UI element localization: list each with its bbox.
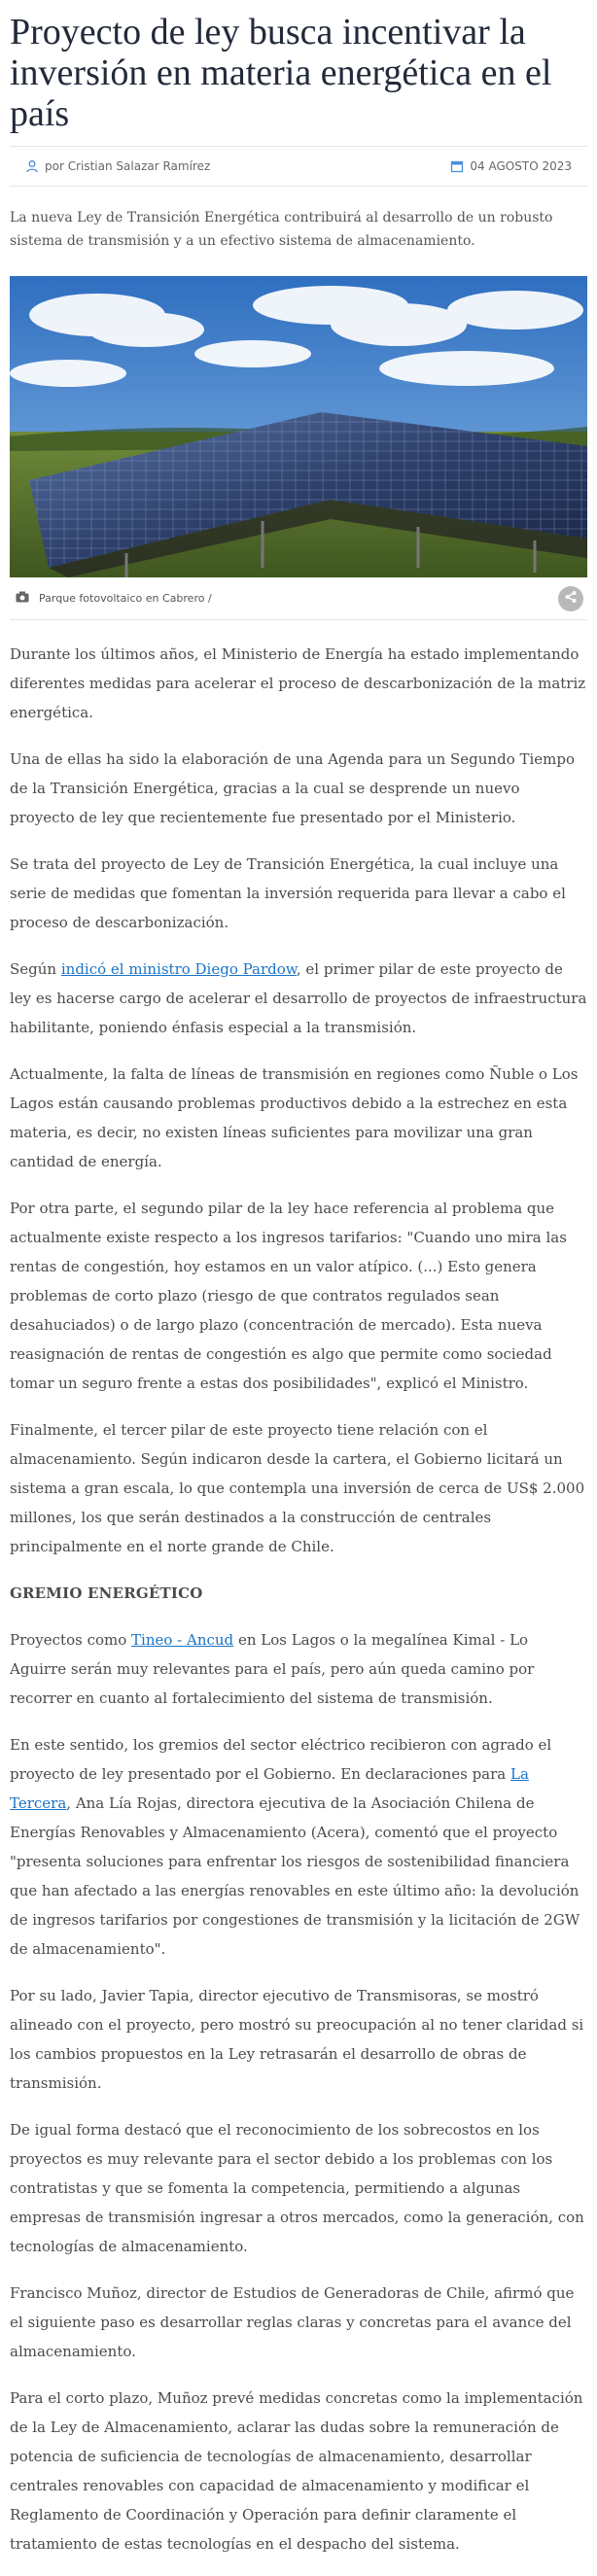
paragraph: Actualmente, la falta de líneas de transmisión en regiones como Ñuble o Los Lagos están causando problemas productivos debido a la estrechez en esta materia, es decir, no existen líneas suficientes para movilizar una gran cantidad de energía. xyxy=(10,1065,579,1170)
publish-date: 04 AGOSTO 2023 xyxy=(470,159,572,173)
article-title: Proyecto de ley busca incentivar la inversión en materia energética en el país xyxy=(10,12,552,134)
link-tineo-ancud[interactable]: Tineo - Ancud xyxy=(131,1631,234,1649)
paragraph: Durante los últimos años, el Ministerio de Energía ha estado implementando diferentes medidas para acelerar el proceso de descarbonización de la matriz energética. xyxy=(10,645,586,721)
article-body xyxy=(10,640,587,2559)
link-la-tercera[interactable]: La Tercera xyxy=(10,1765,529,1812)
image-caption-bar xyxy=(10,577,587,620)
share-icon xyxy=(564,590,578,607)
paragraph: Por otra parte, el segundo pilar de la ley hace referencia al problema que actualmente existe respecto a los ingresos tarifarios: "Cuando uno mira las rentas de congestión, hoy estamos en un valor atípico. (...) Esto genera problemas de corto plazo (riesgo de que contratos regulados sean desahuciados) o de largo plazo (concentración de mercado). Esta nueva reasignación de rentas de congestión es algo que permite como sociedad tomar un seguro frente a estas dos posibilidades", explicó el Ministro. xyxy=(10,1200,567,1392)
paragraph: Proyectos como Tineo - Ancud en Los Lagos o la megalínea Kimal - Lo Aguirre serán muy relevantes para el país, pero aún queda camino por recorrer en cuanto al fortalecimiento del sistema de transmisión. xyxy=(10,1631,535,1707)
link-ministro[interactable]: indicó el ministro Diego Pardow xyxy=(60,960,297,978)
paragraph: En este sentido, los gremios del sector eléctrico recibieron con agrado el proyecto de ley presentado por el Gobierno. En declaraciones para La Tercera, Ana Lía Rojas, directora ejecutiva de la Asociación Chilena de Energías Renovables y Almacenamiento (Acera), comentó que el proyecto "presenta soluciones para enfrentar los riesgos de sostenibilidad financiera que han afectado a las energías renovables en este último año: la devolución de ingresos tarifarios por congestiones de transmisión y la licitación de 2GW de almacenamiento". xyxy=(10,1736,580,1958)
paragraph: Por su lado, Javier Tapia, director ejecutivo de Transmisoras, se mostró alineado con el proyecto, pero mostró su preocupación al no tener claridad si los cambios propuestos en la Ley retrasarán el desarrollo de obras de transmisión. xyxy=(10,1987,584,2092)
paragraph: Francisco Muñoz, director de Estudios de Generadoras de Chile, afirmó que el siguiente paso es desarrollar reglas claras y concretas para el avance del almacenamiento. xyxy=(10,2284,575,2360)
camera-icon xyxy=(16,591,29,606)
author-name[interactable]: por Cristian Salazar Ramírez xyxy=(45,159,211,173)
paragraph: Una de ellas ha sido la elaboración de una Agenda para un Segundo Tiempo de la Transición Energética, gracias a la cual se desprende un nuevo proyecto de ley que recientemente fue presentado por el Ministerio. xyxy=(10,750,576,826)
caption-text: Parque fotovoltaico en Cabrero / xyxy=(39,592,212,605)
author-block xyxy=(25,159,210,173)
article-meta xyxy=(10,146,587,187)
article-image xyxy=(10,276,587,577)
paragraph: Se trata del proyecto de Ley de Transición Energética, la cual incluye una serie de medidas que fomentan la inversión requerida para llevar a cabo el proceso de descarbonización. xyxy=(10,855,566,931)
user-icon xyxy=(25,159,39,173)
date-block xyxy=(450,159,572,173)
section-heading: GREMIO ENERGÉTICO xyxy=(10,1584,203,1602)
paragraph: De igual forma destacó que el reconocimiento de los sobrecostos en los proyectos es muy relevante para el sector debido a los problemas con los contratistas y que se fomenta la competencia, permitiendo a algunas empresas de transmisión ingresar a otros mercados, como la generación, con tecnologías de almacenamiento. xyxy=(10,2121,584,2255)
paragraph: Según indicó el ministro Diego Pardow, el primer pilar de este proyecto de ley es hacerse cargo de acelerar el desarrollo de proyectos de infraestructura habilitante, poniendo énfasis especial a la transmisión. xyxy=(10,960,587,1036)
paragraph: Para el corto plazo, Muñoz prevé medidas concretas como la implementación de la Ley de Almacenamiento, aclarar las dudas sobre la remuneración de potencia de suficiencia de tecnologías de almacenamiento, desarrollar centrales renovables con capacidad de almacenamiento y modificar el Reglamento de Coordinación y Operación para definir claramente el tratamiento de estas tecnologías en el despacho del sistema. xyxy=(10,2389,583,2553)
article-lead: La nueva Ley de Transición Energética contribuirá al desarrollo de un robusto sistema de transmisión y a un efectivo sistema de almacenamiento. xyxy=(10,210,553,249)
share-button[interactable] xyxy=(558,586,583,611)
calendar-icon xyxy=(450,159,464,173)
paragraph: Finalmente, el tercer pilar de este proyecto tiene relación con el almacenamiento. Según indicaron desde la cartera, el Gobierno licitará un sistema a gran escala, lo que contempla una inversión de cerca de US$ 2.000 millones, los que serán destinados a la construcción de centrales principalmente en el norte grande de Chile. xyxy=(10,1421,585,1555)
caption xyxy=(16,591,212,606)
